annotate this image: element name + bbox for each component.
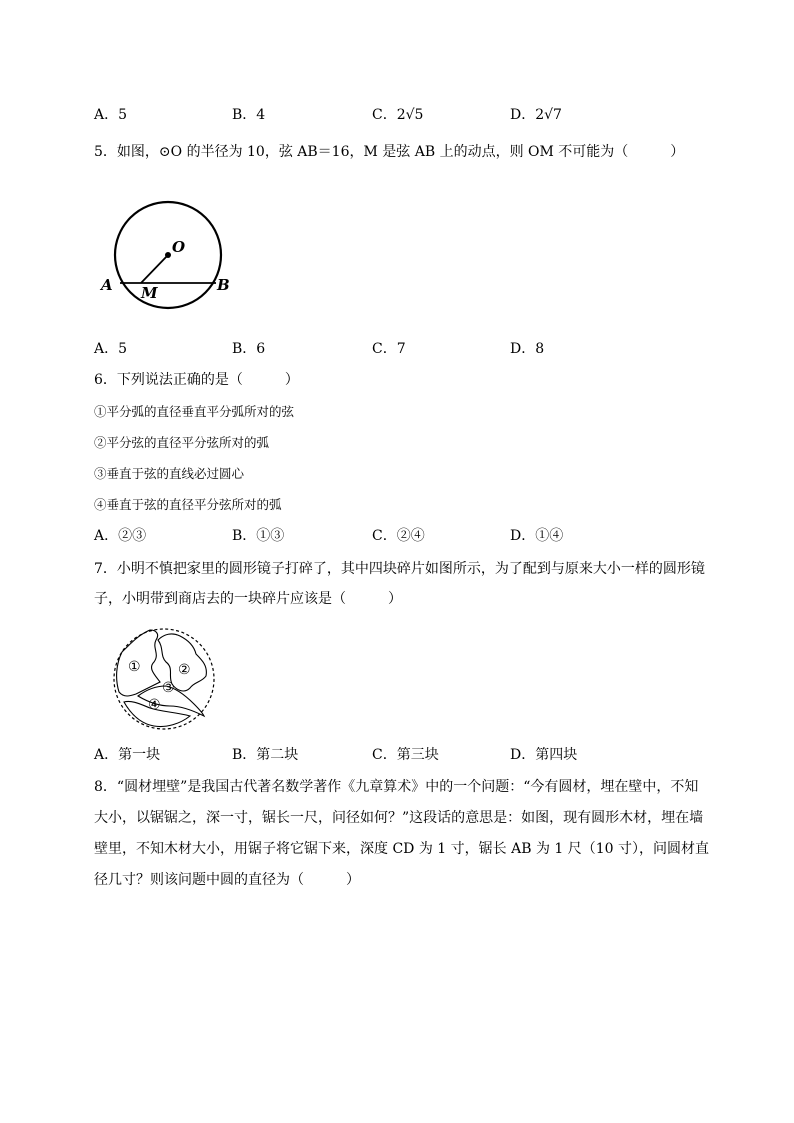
- q7-stem-line2: 子，小明带到商店去的一块碎片应该是（ ）: [94, 591, 402, 607]
- q6-statement-3: ③垂直于弦的直线必过圆心: [94, 466, 245, 481]
- q5-option-a: A．5: [94, 341, 128, 357]
- q8-line-4: 径几寸？则该问题中圆的直径为（ ）: [94, 872, 360, 888]
- label-fragment-3: ③: [162, 680, 175, 696]
- label-o: O: [172, 238, 186, 256]
- q5-option-c: C．7: [372, 341, 406, 357]
- q7-stem-line1: 7．小明不慎把家里的圆形镜子打碎了，其中四块碎片如图所示，为了配到与原来大小一样的圆形镜: [94, 561, 705, 577]
- q4-option-a: A．5: [94, 107, 128, 123]
- q4-option-b: B．4: [232, 107, 266, 123]
- label-fragment-2: ②: [178, 662, 191, 678]
- label-a: A: [101, 276, 113, 294]
- label-fragment-1: ①: [128, 659, 141, 675]
- q8-line-3: 壁里，不知木材大小，用锯子将它锯下来，深度 CD 为 1 寸，锯长 AB 为 1 尺（10 寸），问圆材直: [94, 841, 710, 857]
- label-fragment-4: ④: [148, 697, 161, 713]
- q6-option-a: A．②③: [94, 528, 147, 544]
- q8-line-2: 大小，以锯锯之，深一寸，锯长一尺，问径如何？”这段话的意思是：如图，现有圆形木材，埋在墙: [94, 810, 704, 826]
- q6-option-b: B．①③: [232, 528, 285, 544]
- q4-option-d: D．2√7: [510, 107, 562, 123]
- label-m: M: [141, 284, 158, 302]
- q5-option-b: B．6: [232, 341, 266, 357]
- q8-line-1: 8．“圆材埋壁”是我国古代著名数学著作《九章算术》中的一个问题：“今有圆材，埋在壁中，不知: [94, 779, 699, 795]
- q7-option-b: B．第二块: [232, 747, 299, 763]
- label-b: B: [217, 276, 230, 294]
- q6-statement-2: ②平分弦的直径平分弦所对的弧: [94, 435, 270, 450]
- q5-circle-figure: [96, 200, 246, 310]
- q6-option-d: D．①④: [510, 528, 564, 544]
- q7-broken-mirror-figure: [110, 624, 220, 734]
- q6-statement-4: ④垂直于弦的直径平分弦所对的弧: [94, 497, 282, 512]
- q7-option-c: C．第三块: [372, 747, 439, 763]
- q6-statement-1: ①平分弧的直径垂直平分弧所对的弦: [94, 404, 295, 419]
- q7-option-d: D．第四块: [510, 747, 578, 763]
- q5-option-d: D．8: [510, 341, 545, 357]
- segment-om: [141, 255, 168, 283]
- q6-stem: 6．下列说法正确的是（ ）: [94, 372, 299, 388]
- q5-stem: 5．如图，⊙O 的半径为 10，弦 AB＝16，M 是弦 AB 上的动点，则 OM 不可能为（ ）: [94, 144, 685, 160]
- q7-option-a: A．第一块: [94, 747, 161, 763]
- q6-option-c: C．②④: [372, 528, 425, 544]
- center-point: [165, 252, 171, 258]
- q4-option-c: C．2√5: [372, 107, 424, 123]
